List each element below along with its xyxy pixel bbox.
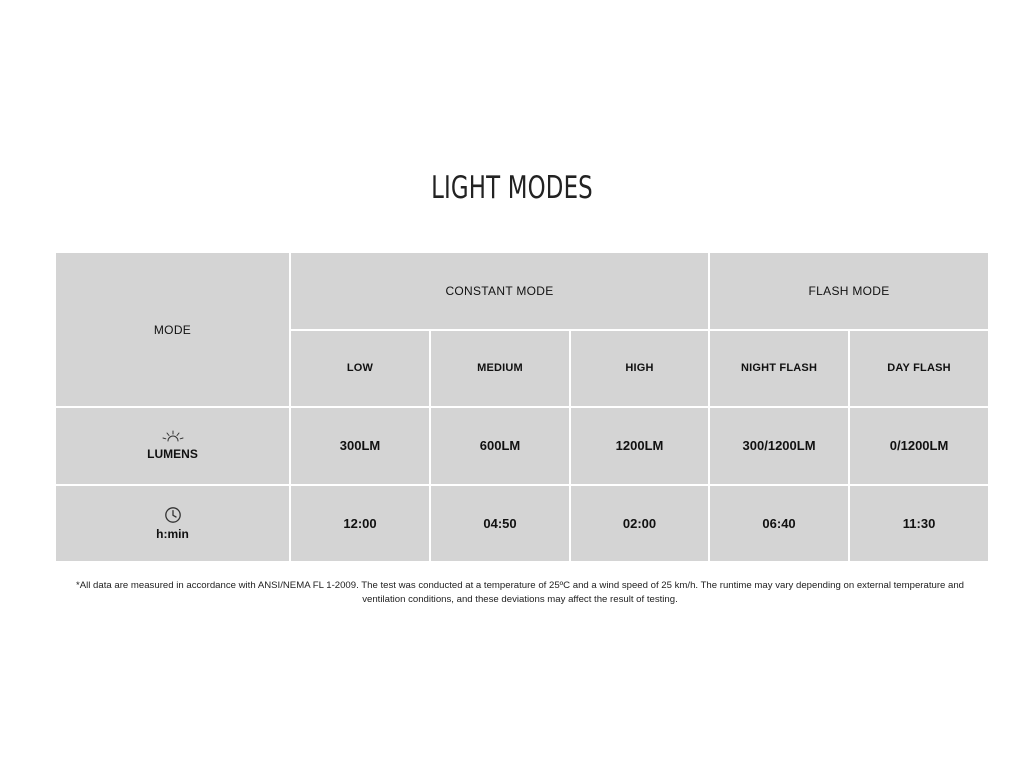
light-modes-table [54, 251, 990, 563]
mode-night-flash: NIGHT FLASH [709, 330, 849, 408]
lumens-medium-value: 600LM [430, 407, 570, 485]
mode-high: HIGH [570, 330, 709, 408]
lumens-day-flash-value: 0/1200LM [849, 407, 989, 485]
lumens-icon [162, 430, 184, 444]
clock-icon [164, 506, 182, 524]
runtime-medium-value: 04:50 [430, 485, 570, 563]
lumens-night-flash-value: 300/1200LM [709, 407, 849, 485]
lumens-row-header [55, 407, 290, 485]
lumens-low-value: 300LM [290, 407, 430, 485]
runtime-low-value: 12:00 [290, 485, 430, 563]
runtime-row-header [55, 485, 290, 563]
runtime-night-flash-value: 06:40 [709, 485, 849, 563]
mode-header: MODE [55, 252, 290, 407]
lumens-high-value: 1200LM [570, 407, 709, 485]
mode-medium: MEDIUM [430, 330, 570, 408]
page-title: LIGHT MODES [431, 170, 593, 206]
mode-day-flash: DAY FLASH [849, 330, 989, 408]
runtime-day-flash-value: 11:30 [849, 485, 989, 563]
table-row-runtime [55, 485, 989, 563]
runtime-row-label: h:min [156, 526, 189, 541]
constant-mode-header: CONSTANT MODE [290, 252, 709, 330]
runtime-high-value: 02:00 [570, 485, 709, 563]
flash-mode-header: FLASH MODE [709, 252, 989, 330]
footnote: *All data are measured in accordance with ANSI/NEMA FL 1-2009. The test was conducted at a temperature of 25ºC and a wind speed of 25 km/h. The runtime may vary depending on external temperature and ventilation conditions, and these deviations may affect the result of testing. [75, 580, 965, 605]
lumens-row-label: LUMENS [147, 447, 198, 462]
group-header-row [55, 252, 989, 330]
mode-low: LOW [290, 330, 430, 408]
table-row-lumens [55, 407, 989, 485]
